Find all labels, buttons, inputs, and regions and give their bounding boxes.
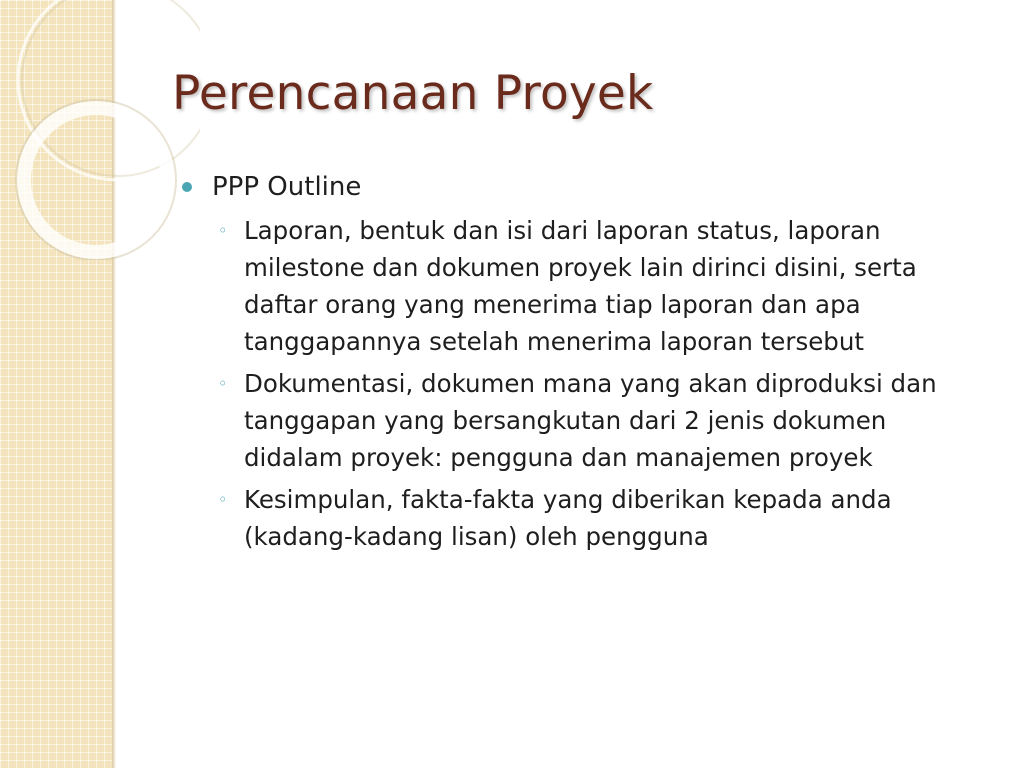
sub-bullet-text: Kesimpulan, fakta-fakta yang diberikan kepada anda (kadang-kadang lisan) oleh pengguna [244, 485, 892, 551]
decorative-ring-lower [24, 108, 168, 252]
bullet-text: PPP Outline [212, 172, 362, 202]
sub-bullet-item [182, 481, 982, 555]
slide-title: Perencanaan Proyek [172, 66, 654, 121]
decorative-ring-lower-shade [16, 100, 176, 260]
hollow-circle-bullet-icon: ◦ [218, 374, 228, 393]
filled-circle-bullet-icon [182, 182, 192, 192]
sub-bullet-list [182, 212, 982, 555]
sub-bullet-item [182, 212, 982, 360]
hollow-circle-bullet-icon: ◦ [218, 490, 228, 509]
sub-bullet-text: Dokumentasi, dokumen mana yang akan diproduksi dan tanggapan yang bersangkutan dari 2 jenis dokumen didalam proyek: pengguna dan manajemen proyek [244, 369, 937, 472]
sub-bullet-text: Laporan, bentuk dan isi dari laporan status, laporan milestone dan dokumen proyek lain dirinci disini, serta daftar orang yang menerima tiap laporan dan apa tanggapannya setelah menerima laporan tersebut [244, 216, 917, 356]
hollow-circle-bullet-icon: ◦ [218, 221, 228, 240]
bullet-item [182, 168, 982, 206]
slide-content [182, 168, 982, 560]
decorative-rings [0, 0, 200, 260]
sub-bullet-item [182, 365, 982, 476]
